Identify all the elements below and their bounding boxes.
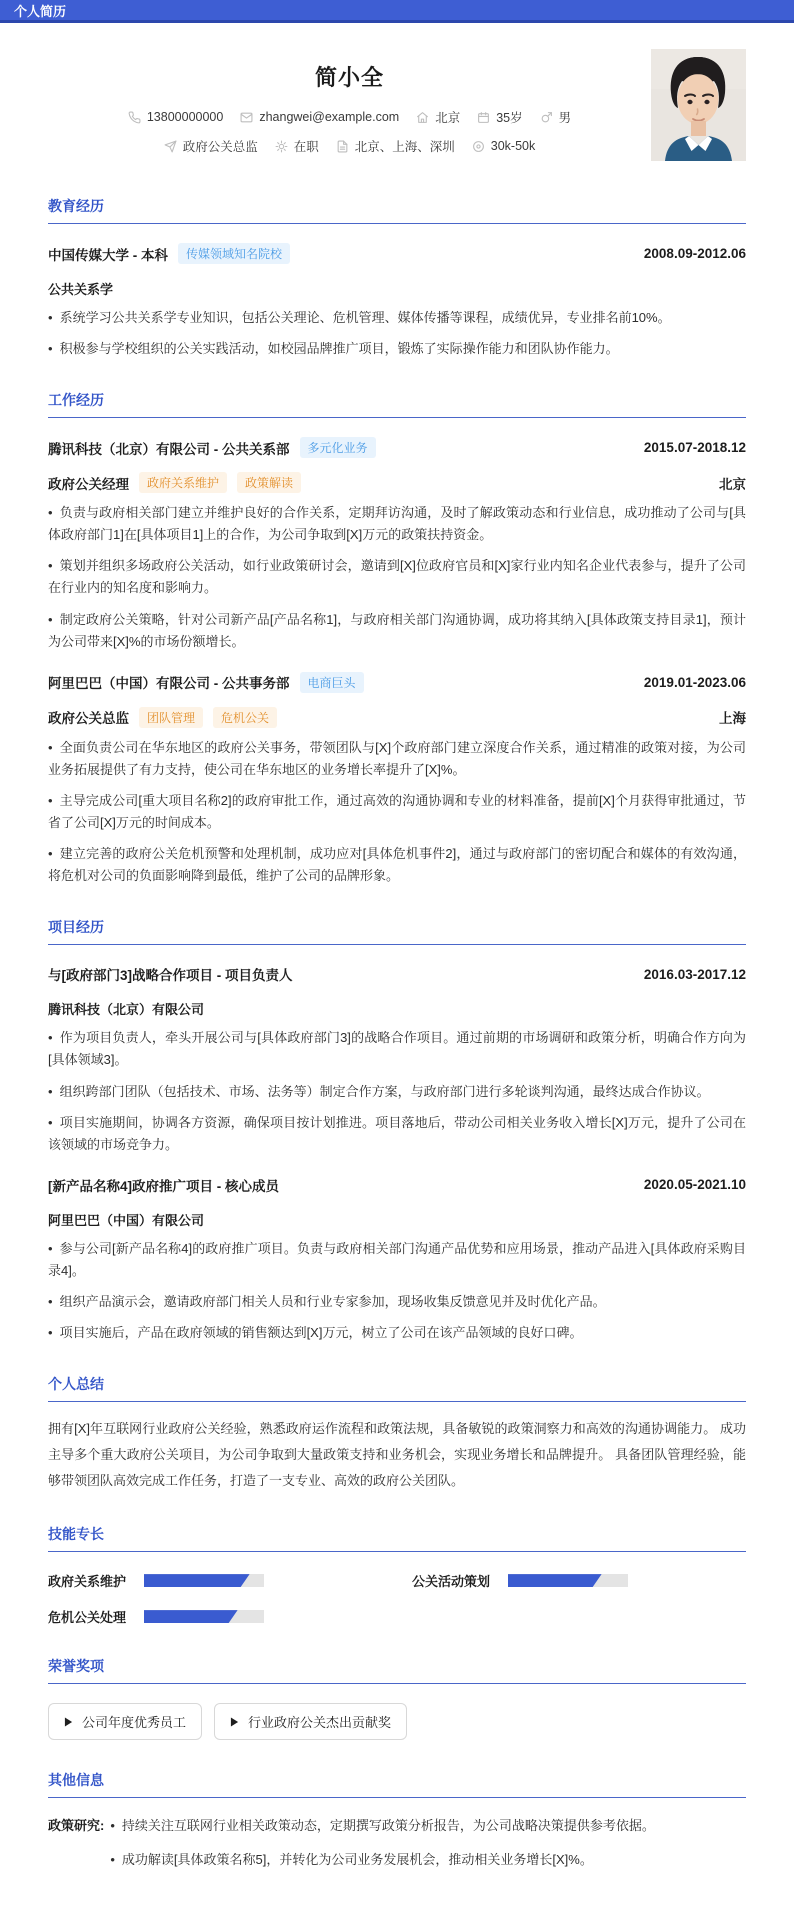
skill-bar-track	[144, 1574, 264, 1587]
header-main	[48, 45, 651, 166]
contact-city-value: 北京	[435, 111, 461, 125]
skill-name: 政府关系维护	[48, 1574, 127, 1590]
contact-status	[275, 137, 319, 155]
contact-city	[416, 108, 460, 126]
education-entry	[48, 243, 746, 360]
skills-grid	[48, 1571, 746, 1626]
section-summary	[48, 1374, 746, 1494]
skill-name: 危机公关处理	[48, 1610, 127, 1626]
section-title-work: 工作经历	[48, 390, 746, 418]
project-name: 与[政府部门3]战略合作项目 - 项目负责人	[48, 968, 293, 984]
project-company: 腾讯科技（北京）有限公司	[48, 1002, 205, 1018]
work-bullet: • 策划并组织多场政府公关活动，如行业政策研讨会，邀请到[X]位政府官员和[X]家行业内知名企业代表参与，提升了公司在行业内的知名度和影响力。	[48, 555, 746, 599]
contact-row-1	[48, 108, 651, 126]
calendar-icon	[477, 111, 490, 124]
contact-email	[240, 110, 399, 124]
project-bullet: • 项目实施后，产品在政府领域的销售额达到[X]万元，树立了公司在该产品领域的良好口碑。	[48, 1322, 746, 1344]
section-honors	[48, 1656, 746, 1740]
education-bullet: • 积极参与学校组织的公关实践活动，如校园品牌推广项目，锻炼了实际操作能力和团队协作能力。	[48, 338, 746, 360]
section-title-projects: 项目经历	[48, 917, 746, 945]
project-date: 2016.03-2017.12	[643, 966, 746, 982]
school-name: 中国传媒大学 - 本科	[48, 247, 168, 263]
skill-bar-track	[144, 1610, 264, 1623]
project-name: [新产品名称4]政府推广项目 - 核心成员	[48, 1178, 279, 1194]
work-role-row	[48, 707, 746, 728]
contact-position-value: 政府公关总监	[182, 140, 258, 154]
skill-name: 公关活动策划	[412, 1574, 491, 1590]
project-bullet: • 项目实施期间，协调各方资源，确保项目按计划推进。项目落地后，带动公司相关业务收入增长[X]万元，提升了公司在该领域的市场竞争力。	[48, 1112, 746, 1156]
education-entry-head	[48, 243, 746, 264]
school-badge: 传媒领域知名院校	[178, 243, 290, 264]
gear-icon	[275, 140, 288, 153]
section-title-summary: 个人总结	[48, 1374, 746, 1402]
play-icon	[230, 1717, 239, 1727]
role-title: 政府公关经理	[48, 476, 129, 492]
project-entry-head	[48, 964, 746, 984]
work-role-row	[48, 472, 746, 493]
contact-gender	[540, 108, 572, 126]
project-date: 2020.05-2021.10	[643, 1177, 746, 1193]
education-date: 2008.09-2012.06	[643, 246, 746, 261]
role-title: 政府公关总监	[48, 711, 129, 727]
major-name: 公共关系学	[48, 282, 114, 297]
role-tag: 政府关系维护	[139, 472, 227, 493]
section-title-skills: 技能专长	[48, 1524, 746, 1552]
project-entry-2	[48, 1175, 746, 1344]
work-entry-1	[48, 437, 746, 653]
contact-salary-value: 30k-50k	[490, 139, 536, 153]
home-icon	[416, 111, 429, 124]
role-tag: 团队管理	[139, 707, 203, 728]
contact-row-2	[48, 137, 651, 155]
company-name: 阿里巴巴（中国）有限公司 - 公共事务部	[48, 676, 290, 692]
honor-label: 行业政府公关杰出贡献奖	[248, 1715, 392, 1731]
project-bullet: • 参与公司[新产品名称4]的政府推广项目。负责与政府相关部门沟通产品优势和应用场景，推动产品进入[具体政府采购目录4]。	[48, 1238, 746, 1282]
work-bullet: • 制定政府公关策略，针对公司新产品[产品名称1]，与政府相关部门沟通协调，成功将其纳入[具体政策支持目录1]，预计为公司带来[X]%的市场份额增长。	[48, 609, 746, 653]
portrait-illustration	[651, 49, 746, 161]
work-entry-2	[48, 672, 746, 888]
contact-phone-value: 13800000000	[146, 110, 224, 124]
other-bullet: • 持续关注互联网行业相关政策动态，定期撰写政策分析报告，为公司战略决策提供参考依据。	[110, 1815, 746, 1837]
honors-row	[48, 1703, 746, 1740]
candidate-photo	[651, 49, 746, 161]
contact-position	[164, 137, 258, 155]
contact-age	[477, 108, 522, 126]
company-badge: 多元化业务	[300, 437, 376, 458]
role-tag: 危机公关	[213, 707, 277, 728]
education-bullet: • 系统学习公共关系学专业知识，包括公关理论、危机管理、媒体传播等课程，成绩优异，专业排名前10%。	[48, 307, 746, 329]
candidate-name: 简小全	[314, 65, 384, 90]
work-entry-head	[48, 437, 746, 458]
work-date: 2015.07-2018.12	[643, 440, 746, 456]
company-badge: 电商巨头	[300, 672, 364, 693]
section-title-other: 其他信息	[48, 1770, 746, 1798]
project-entry-head	[48, 1175, 746, 1195]
company-name: 腾讯科技（北京）有限公司 - 公共关系部	[48, 441, 290, 457]
skill-bar-fill	[508, 1574, 602, 1587]
play-icon	[64, 1717, 73, 1727]
other-row	[48, 1815, 746, 1871]
other-label: 政策研究:	[48, 1818, 105, 1834]
other-bullet: • 成功解读[具体政策名称5]，并转化为公司业务发展机会，推动相关业务增长[X]%。	[110, 1849, 746, 1871]
contact-phone	[128, 110, 223, 124]
skill-bar-fill	[144, 1574, 250, 1587]
section-education	[48, 196, 746, 360]
contact-age-value: 35岁	[496, 111, 523, 125]
skill-item	[48, 1571, 382, 1590]
work-location: 上海	[719, 711, 746, 727]
project-company: 阿里巴巴（中国）有限公司	[48, 1212, 205, 1228]
honor-label: 公司年度优秀员工	[82, 1715, 187, 1731]
project-entry-1	[48, 964, 746, 1155]
phone-icon	[128, 111, 141, 124]
contact-status-value: 在职	[293, 140, 319, 154]
work-bullet: • 负责与政府相关部门建立并维护良好的合作关系，定期拜访沟通，及时了解政策动态和行业信息，成功推动了公司与[具体政府部门1]在[具体项目1]上的合作，为公司争取到[X]万元的政策扶持资金。	[48, 502, 746, 546]
work-location: 北京	[719, 476, 746, 492]
section-other	[48, 1770, 746, 1871]
work-bullet: • 全面负责公司在华东地区的政府公关事务，带领团队与[X]个政府部门建立深度合作关系，通过精准的政策对接，为公司业务拓展提供了有力支持，使公司在华东地区的业务增长率提升了[X]%。	[48, 737, 746, 781]
contact-salary	[472, 139, 535, 153]
mail-icon	[240, 111, 253, 124]
salary-icon	[472, 140, 485, 153]
contact-email-value: zhangwei@example.com	[259, 110, 400, 124]
section-work	[48, 390, 746, 887]
section-skills	[48, 1524, 746, 1626]
skill-item	[412, 1571, 746, 1590]
section-projects	[48, 917, 746, 1344]
work-entry-head	[48, 672, 746, 693]
resume-page	[0, 23, 794, 1911]
gender-icon	[540, 111, 553, 124]
role-tag: 政策解读	[237, 472, 301, 493]
section-title-education: 教育经历	[48, 196, 746, 224]
section-title-honors: 荣誉奖项	[48, 1656, 746, 1684]
app-titlebar	[0, 0, 794, 23]
resume-header	[48, 45, 746, 166]
building-icon	[336, 140, 349, 153]
skill-item	[48, 1607, 382, 1626]
skill-bar-track	[508, 1574, 628, 1587]
summary-text: 拥有[X]年互联网行业政府公关经验，熟悉政府运作流程和政策法规，具备敏锐的政策洞察力和高效的沟通协调能力。 成功主导多个重大政府公关项目，为公司争取到大量政策支持和业务机会，实现业务增长和品牌提升。 具备团队管理经验，能够带领团队高效完成工作任务，打造了一支专业、高效的政府公关团队。	[48, 1421, 746, 1489]
contact-work-cities	[336, 137, 455, 155]
page-title: 个人简历	[14, 3, 67, 19]
contact-work-cities-value: 北京、上海、深圳	[354, 140, 455, 154]
project-bullet: • 组织跨部门团队（包括技术、市场、法务等）制定合作方案，与政府部门进行多轮谈判沟通，最终达成合作协议。	[48, 1081, 746, 1103]
honor-chip[interactable]	[214, 1703, 407, 1740]
skill-bar-fill	[144, 1610, 238, 1623]
other-bullets	[110, 1815, 746, 1871]
contact-gender-value: 男	[558, 111, 572, 125]
send-icon	[164, 140, 177, 153]
honor-chip[interactable]	[48, 1703, 202, 1740]
work-date: 2019.01-2023.06	[643, 674, 746, 690]
work-bullet: • 主导完成公司[重大项目名称2]的政府审批工作，通过高效的沟通协调和专业的材料准备，提前[X]个月获得审批通过，节省了公司[X]万元的时间成本。	[48, 790, 746, 834]
project-bullet: • 作为项目负责人，牵头开展公司与[具体政府部门3]的战略合作项目。通过前期的市场调研和政策分析，明确合作方向为[具体领域3]。	[48, 1027, 746, 1071]
work-bullet: • 建立完善的政府公关危机预警和处理机制，成功应对[具体危机事件2]，通过与政府部门的密切配合和媒体的有效沟通，将危机对公司的负面影响降到最低，维护了公司的品牌形象。	[48, 843, 746, 887]
project-bullet: • 组织产品演示会，邀请政府部门相关人员和行业专家参加，现场收集反馈意见并及时优化产品。	[48, 1291, 746, 1313]
